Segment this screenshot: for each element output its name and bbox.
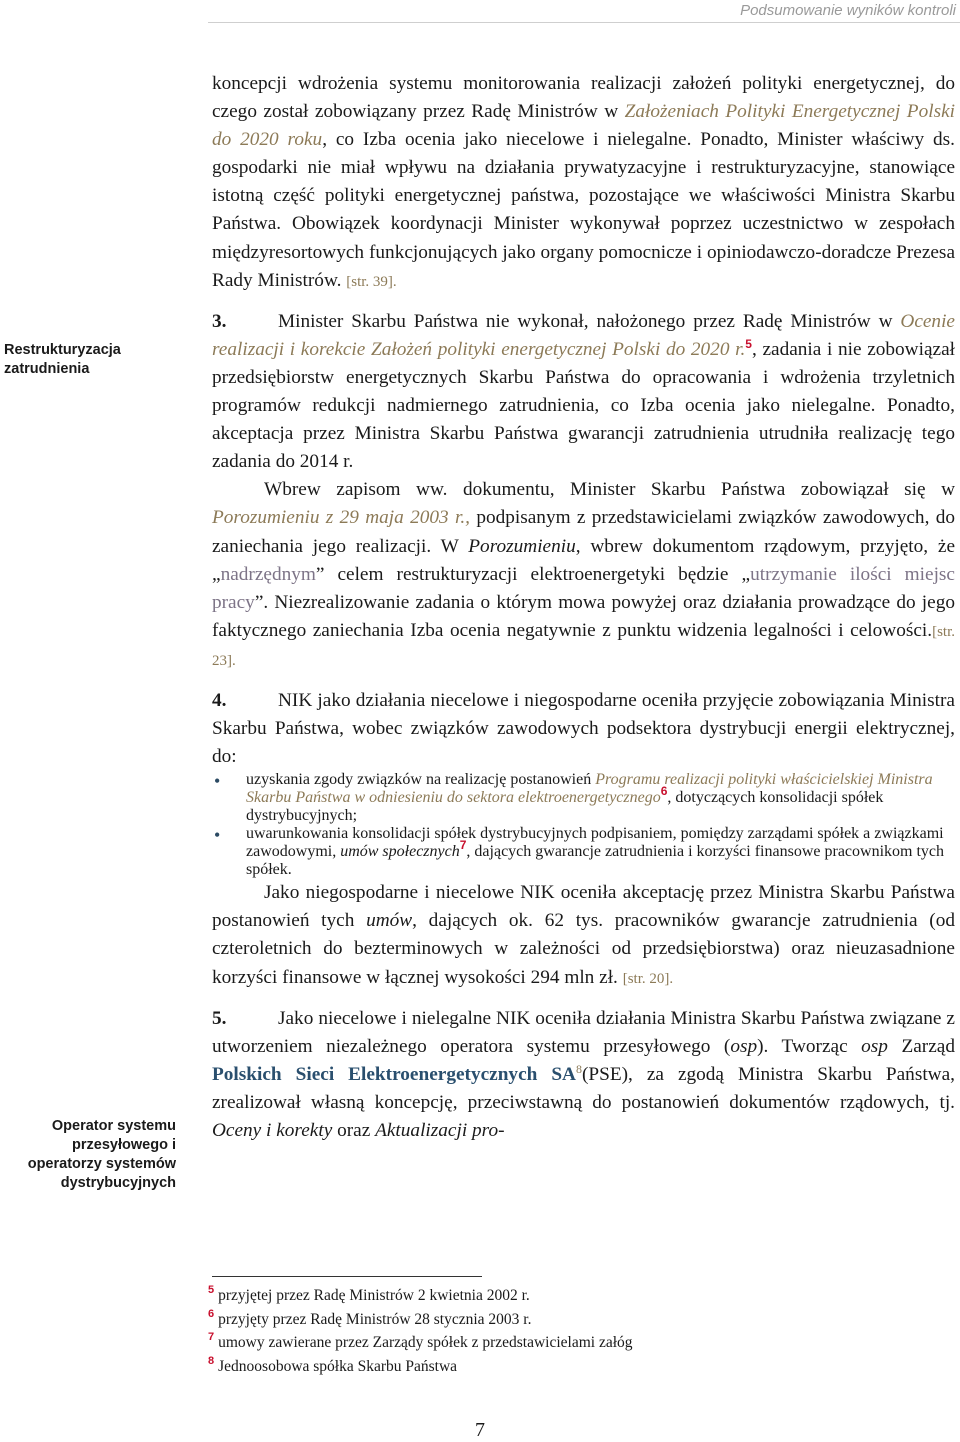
side-label-operator: Operator systemu przesyłowego i operatorzy systemów dystrybucyjnych: [27, 1118, 176, 1191]
paragraph-2-continuation: koncepcji wdrożenia systemu monitorowania realizacji założeń polityki energetycznej, do czego został zobowiązany przez Radę Ministrów w Założeniach Polityki Energetycznej Polski do 2020 roku, co Izba ocenia jako niecelowe i nielegalne. Ponadto, Minister właściwy ds. gospodarki nie miał wpływu na działania prywatyzacyjne i restrukturyzacyjne, stanowiące istotną część polityki energetycznej państwa, pozostające we właściwości Ministra Skarbu Państwa. Obowiązek koordynacji Minister wykonywał poprzez uczestnictwo w zespołach międzyresortowych funkcjonujących jako organy pomocnicze i opiniodawczo-doradcze Prezesa Rady Ministrów. [str. 39].: [212, 73, 955, 291]
bullet-list: [212, 771, 955, 879]
paragraph-3: 3. Minister Skarbu Państwa nie wykonał, nałożonego przez Radę Ministrów w Ocenie realizacji i korekcie Założeń polityki energetycznej Polski do 2020 r.$^5$, zadania i nie zobowiązał przedsiębiorstw energetycznych Skarbu Państwa do opracowania i wdrożenia trzyletnich programów redukcji nadmiernego zatrudnienia, co Izba ocenia jako nielegalne. Ponadto, akceptacja przez Ministra Skarbu Państwa gwarancji zatrudnienia utrudniła realizację tego zadania do 2014 r.: [212, 308, 955, 477]
document-reference: Porozumieniu z 29 maja 2003 r.,: [212, 507, 470, 529]
header-rule: [208, 22, 960, 23]
paragraph-number: 5.: [212, 1007, 227, 1029]
list-item: • uzyskania zgody związków na realizację postanowień Programu realizacji polityki właścicielskiej Ministra Skarbu Państwa w odniesieniu do sektora elektroenergetycznego$^6$, dotyczących konsolidacji spółek dystrybucyjnych;: [212, 771, 955, 825]
footnote-marker[interactable]: 7: [459, 838, 467, 853]
footnote-rule: [212, 1276, 482, 1277]
footnote: $^7$ umowy zawierane przez Zarządy spółek z przedstawicielami załóg: [208, 1331, 633, 1351]
paragraph-4-second: Jako niegospodarne i niecelowe NIK oceniła akceptację przez Ministra Skarbu Państwa postanowień tych umów, dających ok. 62 tys. pracowników gwarancje zatrudnienia (od czteroletnich do bezterminowych w zależności od przedsiębiorstwa) oraz nieuzasadnione korzyści finansowe w łącznej wysokości 294 mln zł. [str. 20].: [212, 882, 955, 988]
quoted-text: utrzymanie ilości miejsc pracy: [212, 563, 955, 613]
organization-name: Polskich Sieci Elektroenergetycznych SA: [212, 1063, 576, 1085]
list-item: • uwarunkowania konsolidacji spółek dystrybucyjnych podpisaniem, pomiędzy zarządami spółek a związkami zawodowymi, umów społecznych$^7$, dających gwarancje zatrudnienia i korzyści finansowe pracownikom tych spółek.: [212, 825, 955, 879]
footnote: $^6$ przyjęty przez Radę Ministrów 28 stycznia 2003 r.: [208, 1307, 532, 1328]
paragraph-5: 5. Jako niecelowe i nielegalne NIK oceniła działania Ministra Skarbu Państwa związane z utworzeniem niezależnego operatora systemu przesyłowego (osp). Tworząc osp Zarząd Polskich Sieci Elektroenergetycznych $SA^8(PSE)$, za zgodą Ministra Skarbu Państwa, zrealizował własną koncepcję, przeciwstawną do postanowień dokumentów rządowych, tj. Oceny i korekty oraz Aktualizacji pro-: [212, 1005, 955, 1145]
paragraph-number: 4.: [212, 689, 227, 711]
running-head: Podsumowanie wyników kontroli: [740, 2, 956, 19]
side-label-restructuring: Restrukturyzacja zatrudnienia: [4, 342, 121, 377]
page-reference: [str. 39].: [346, 273, 397, 290]
page-reference: [str. 20].: [622, 970, 674, 987]
paragraph-number: 3.: [212, 310, 227, 332]
main-text: [212, 70, 955, 1145]
quoted-text: nadrzędnym: [220, 563, 316, 585]
footnote: $^8$ Jednoosobowa spółka Skarbu Państwa: [208, 1354, 458, 1375]
footnote: $^5$ przyjętej przez Radę Ministrów 2 kwietnia 2002 r.: [208, 1284, 530, 1304]
footnote-marker[interactable]: 6: [660, 784, 668, 799]
document-reference: Ocenie realizacji i korekcie Założeń polityki energetycznej Polski do 2020 r.: [212, 310, 955, 360]
footnote-marker[interactable]: 5: [745, 336, 752, 351]
paragraph-4: 4. NIK jako działania niecelowe i niegospodarne oceniła przyjęcie zobowiązania Ministra Skarbu Państwa, wobec związków zawodowych podsektora dystrybucji energii elektrycznej, do:: [212, 687, 955, 771]
page-reference: [str. 23].: [212, 623, 955, 669]
document-reference: Założeniach Polityki Energetycznej Polski do 2020 roku: [212, 101, 955, 151]
page-number: 7: [475, 1419, 485, 1441]
document-reference: Programu realizacji polityki właścicielskiej Ministra Skarbu Państwa w odniesieniu do sektora elektroenergetycznego: [246, 771, 933, 807]
paragraph-3-second: Wbrew zapisom ww. dokumentu, Minister Skarbu Państwa zobowiązał się w Porozumieniu z 29 maja 2003 r., podpisanym z przedstawicielami związków zawodowych, do zaniechania jego realizacji. W Porozumieniu, wbrew dokumentom rządowym, przyjęto, że „nadrzędnym” celem restrukturyzacji elektroenergetyki będzie „utrzymanie ilości miejsc pracy”. Niezrealizowanie zadania o którym mowa powyżej oraz działania prowadzące do jego faktycznego zaniechania Izba ocenia negatywnie z punktu widzenia legalności i celowości.[str. 23].: [212, 479, 956, 669]
footnotes: [208, 1284, 948, 1378]
footnote-marker[interactable]: 8: [575, 1061, 582, 1076]
